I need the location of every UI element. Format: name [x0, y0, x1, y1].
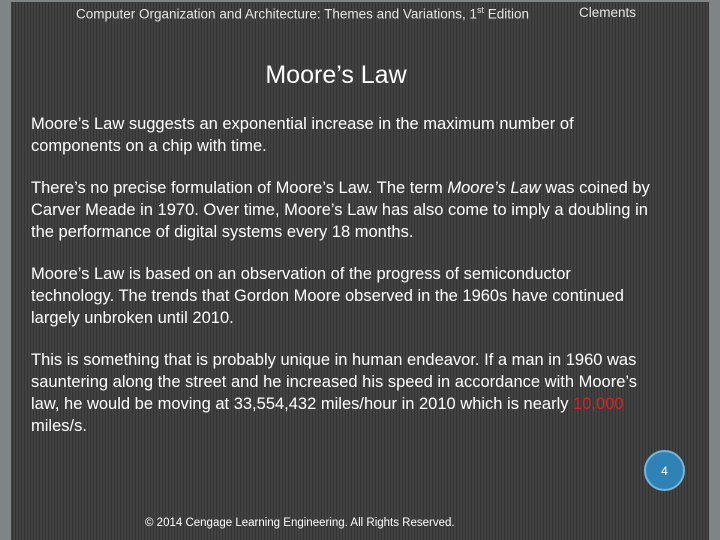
slide-right-edge	[709, 0, 720, 540]
header-book-title-end: Edition	[483, 6, 530, 22]
copyright-footer: © 2014 Cengage Learning Engineering. All Rights Reserved.	[145, 517, 455, 529]
header-author: Clements	[579, 5, 637, 20]
paragraph-2-start: There’s no precise formulation of Moore’s Law. The term	[31, 179, 448, 197]
page-number: 4	[661, 463, 668, 478]
paragraph-4-end: miles/s.	[31, 417, 87, 435]
paragraph-2-term: Moore’s Law	[447, 179, 541, 197]
header-book-title-text: Computer Organization and Architecture: Themes and Variations, 1	[76, 6, 477, 22]
slide-left-edge	[0, 0, 11, 540]
header-book-title-sup: st	[476, 5, 484, 15]
paragraph-2	[31, 177, 656, 243]
paragraph-4-start: This is something that is probably unique in human endeavor. If a man in 1960 was sauntering along the street and he increased his speed in accordance with Moore’s law, he would be moving at 33,554,432 miles/hour in 2010 which is nearly	[31, 351, 637, 413]
paragraph-1: Moore’s Law suggests an exponential increase in the maximum number of components on a chip with time.	[31, 115, 574, 155]
paragraph-2-end: was coined by Carver Meade in 1970. Over time, Moore’s Law has also come to imply a doubling in the performance of digital systems every 18 months.	[31, 179, 650, 241]
slide	[11, 0, 709, 540]
slide-body	[31, 113, 656, 457]
header-book-title	[76, 5, 529, 22]
paragraph-4-highlight: 10,000	[573, 395, 624, 413]
paragraph-4	[31, 349, 656, 437]
paragraph-3: Moore’s Law is based on an observation of the progress of semiconductor technology. The trends that Gordon Moore observed in the 1960s have continued largely unbroken until 2010.	[31, 265, 624, 327]
slide-title: Moore’s Law	[265, 61, 407, 89]
page-number-badge	[644, 450, 685, 491]
